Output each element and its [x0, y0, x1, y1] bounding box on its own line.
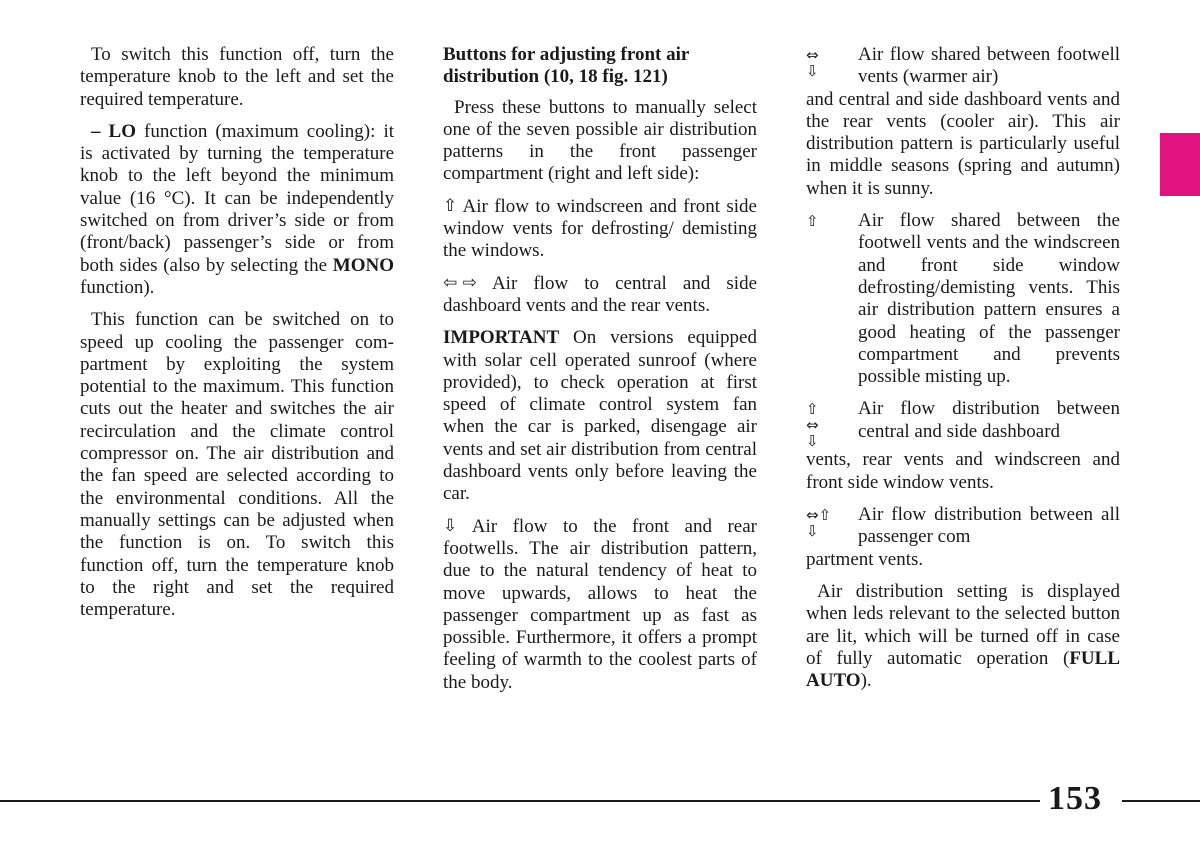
arrow-up-icon: ⇧	[443, 195, 458, 216]
text-column-2	[443, 44, 757, 704]
footer-rule-right	[1122, 800, 1200, 802]
footwell-windscreen-icon: ⇧	[806, 212, 819, 231]
paragraph: partment vents.	[806, 548, 924, 570]
footer-rule-left	[0, 800, 1040, 802]
paragraph: This function can be switched on to speed up cooling the passenger compartment by exploiting the system potential to the maximum. This function cuts out the heater and switches the air recirculation and the climate control compressor on. The air distribution and the fan speed are selected according to the environmental conditions. All the manually settings can be adjusted when the function is on. To switch this function off, turn the temperature knob to the right and set the required temperature.	[80, 309, 394, 621]
distribution-block-all-vents: ⇔⇧ ⇩ Air flow distribution between all passenger com	[806, 504, 1120, 548]
arrow-down-icon: ⇩	[443, 515, 458, 536]
paragraph-full-auto: Air distribution setting is displayed when leds relevant to the selected button are lit, which will be turned off in case of fully automatic operation (FULL AUTO).	[806, 580, 1120, 692]
distribution-block-footwell-windscreen: ⇧ Air flow shared between the footwell vents and the windscreen and front side window defrosting/demisting vents. This air distribution pattern ensures a good heating of the passenger compartment and prevents possible misting up.	[806, 210, 1120, 388]
paragraph-footwells: ⇩ Air flow to the front and rear footwells. The air distribution pattern, due to the natural tendency of heat to move upwards, allows to heat the passenger compartment up as fast as possible. Furthermore, it offers a prompt feeling of warmth to the coolest parts of the body.	[443, 515, 757, 693]
paragraph: To switch this function off, turn the temperature knob to the left and set the required temperature.	[80, 44, 394, 110]
mono-label: MONO	[332, 254, 394, 276]
arrow-left-right-icon: ⇦ ⇨	[443, 272, 477, 293]
section-tab-marker	[1160, 133, 1200, 196]
three-way-flow-icon: ⇧ ⇔ ⇩	[806, 400, 819, 451]
important-label: IMPORTANT	[443, 327, 560, 349]
all-vents-icon: ⇔⇧ ⇩	[806, 506, 832, 541]
page-number: 153	[1048, 780, 1102, 817]
text-column-1	[80, 44, 394, 631]
paragraph: Press these buttons to manually select one of the seven possible air distribution patterns in the front passenger compartment (right and left side):	[443, 96, 757, 185]
distribution-block-footwell-dashboard: ⇔ ⇩ Air flow shared between footwell vents (warmer air)	[806, 44, 1120, 88]
paragraph: and central and side dashboard vents and the rear vents (cooler air). This air distribution pattern is particularly useful in middle seasons (spring and autumn) when it is sunny.	[806, 88, 1120, 199]
paragraph: vents, rear vents and windscreen and front side window vents.	[806, 449, 1120, 493]
paragraph-dashboard: ⇦ ⇨ Air flow to central and side dashboard vents and the rear vents.	[443, 272, 757, 316]
paragraph-lo-function: – LO function (maximum cooling): it is activated by turning the temperature knob to the left beyond the minimum value (16 °C). It can be independently switched on from driver’s side or from (front/back) passenger’s side or from both sides (also by selecting the MONO function).	[80, 120, 394, 298]
lo-label: – LO	[91, 120, 136, 142]
paragraph-windscreen: ⇧ Air flow to windscreen and front side window vents for defrosting/ demisting the windows.	[443, 195, 757, 262]
section-heading: Buttons for adjusting front air distribution (10, 18 fig. 121)	[443, 44, 689, 88]
full-auto-label: FULL AUTO	[806, 647, 1120, 692]
footwell-dashboard-icon: ⇔ ⇩	[806, 46, 819, 80]
text-column-3	[806, 44, 1120, 702]
paragraph-important: IMPORTANT On versions equipped with solar cell operated sunroof (where provided), to check operation at first speed of climate control system fan when the car is parked, disengage air vents and set air distribution from central dashboard vents only before leaving the car.	[443, 327, 757, 505]
distribution-block-three-way: ⇧ ⇔ ⇩ Air flow distribution between central and side dashboard	[806, 398, 1120, 451]
